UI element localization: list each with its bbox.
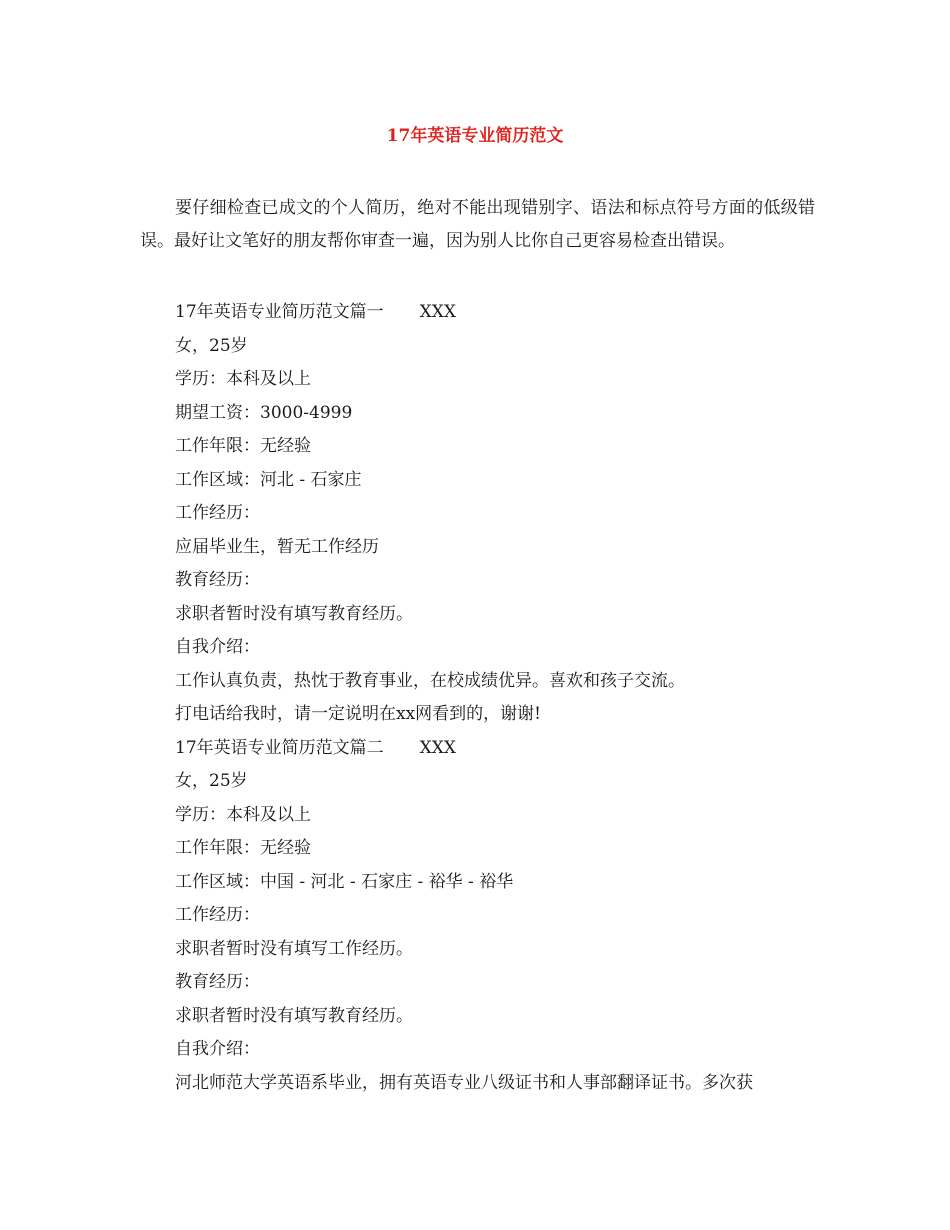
intro-paragraph: 要仔细检查已成文的个人简历，绝对不能出现错别字、语法和标点符号方面的低级错误。最好让文笔好的朋友帮你审查一遍，因为别人比你自己更容易检查出错误。 xyxy=(140,198,815,251)
document-title: 17年英语专业简历范文 xyxy=(386,126,564,146)
resume-line: 自我介绍： xyxy=(175,1039,260,1059)
resume-line: 工作年限：无经验 xyxy=(175,838,311,858)
resume-line: 求职者暂时没有填写工作经历。 xyxy=(175,938,413,959)
resume-line: 工作区域：中国 - 河北 - 石家庄 - 裕华 - 裕华 xyxy=(175,871,514,892)
resume-line: 工作区域：河北 - 石家庄 xyxy=(175,469,362,490)
resume-line: 应届毕业生，暂无工作经历 xyxy=(175,536,379,557)
resume-line: 自我介绍： xyxy=(175,637,260,657)
resume-content xyxy=(175,296,825,1100)
resume-line: 工作经历： xyxy=(175,503,260,523)
resume-line: 学历：本科及以上 xyxy=(175,369,311,389)
resume-line: 期望工资：3000-4999 xyxy=(175,402,353,423)
resume-line: 女，25岁 xyxy=(175,335,248,356)
resume-line: 打电话给我时，请一定说明在xx网看到的，谢谢! xyxy=(175,704,542,724)
resume-line: 求职者暂时没有填写教育经历。 xyxy=(175,1005,413,1026)
resume-line: 工作经历： xyxy=(175,905,260,925)
section2-heading: 17年英语专业简历范文篇二 xyxy=(175,737,384,758)
resume-line: 教育经历： xyxy=(175,972,260,992)
section1-heading-line xyxy=(175,296,825,330)
resume-line: 求职者暂时没有填写教育经历。 xyxy=(175,603,413,624)
section1-name: XXX xyxy=(419,302,456,322)
section2-name: XXX xyxy=(419,737,456,758)
resume-line: 学历：本科及以上 xyxy=(175,804,311,825)
resume-line: 教育经历： xyxy=(175,570,260,590)
resume-line: 女，25岁 xyxy=(175,771,248,791)
resume-line: 工作年限：无经验 xyxy=(175,436,311,456)
section1-heading: 17年英语专业简历范文篇一 xyxy=(175,302,384,322)
section2-heading-line xyxy=(175,732,825,766)
resume-line: 工作认真负责，热忱于教育事业，在校成绩优异。喜欢和孩子交流。 xyxy=(175,670,685,691)
resume-line: 河北师范大学英语系毕业，拥有英语专业八级证书和人事部翻译证书。多次获 xyxy=(175,1072,753,1093)
